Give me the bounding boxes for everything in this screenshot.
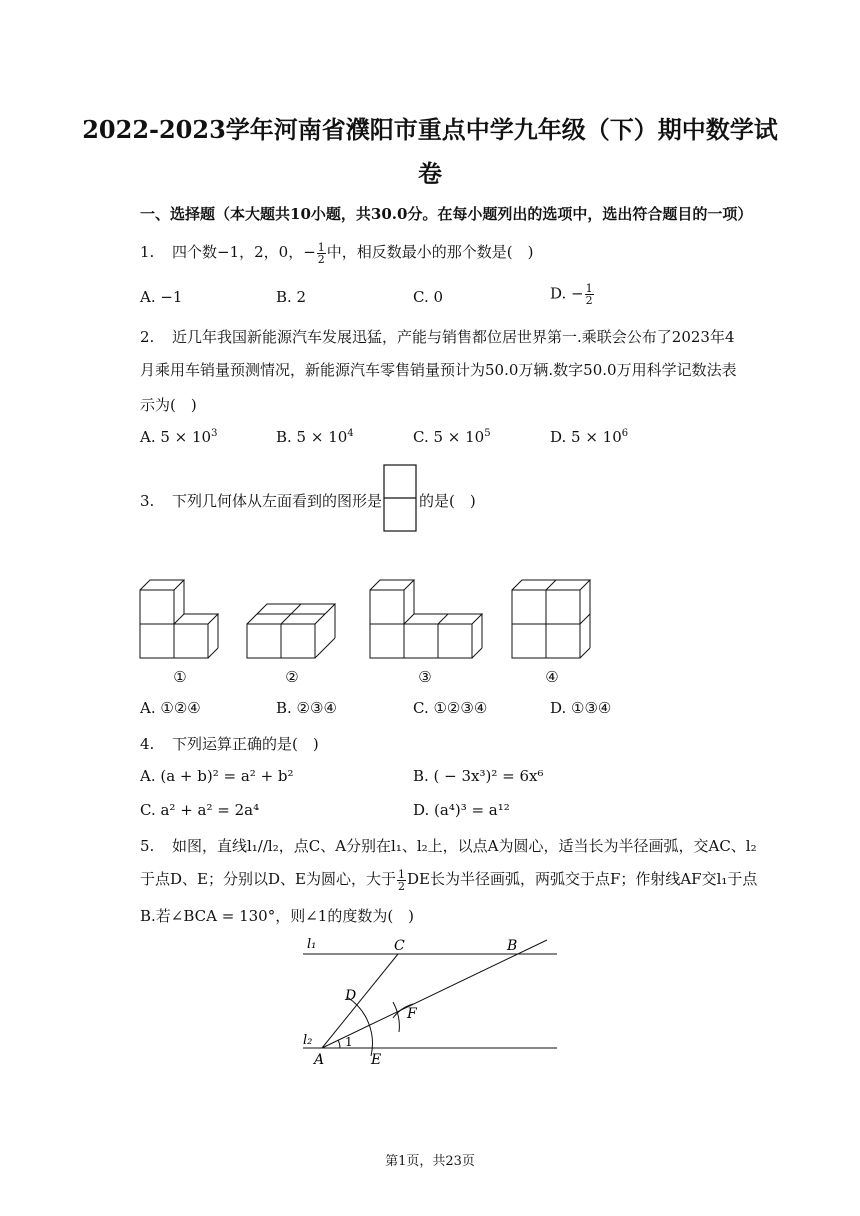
label-angle-1: 1 — [345, 1035, 353, 1049]
option-d[interactable]: D. ①③④ — [550, 699, 612, 717]
figure-caption-2: ② — [285, 668, 299, 686]
label-e: E — [371, 1052, 382, 1068]
option-d[interactable]: D. − $\frac{1}{2}$ — [550, 282, 593, 307]
cube-figure-1 — [140, 580, 218, 658]
question-4: 4. 下列运算正确的是( ) — [140, 735, 319, 753]
cube-figure-2 — [247, 604, 335, 658]
figure-caption-3: ③ — [418, 668, 432, 686]
option-b[interactable]: B. $5 \times 10^4$ — [276, 428, 354, 446]
option-d[interactable]: D. (a⁴)³ = a¹² — [413, 801, 510, 819]
option-b[interactable]: B. ②③④ — [276, 699, 337, 717]
question-5-line-2: 于点D、E；分别以D、E为圆心，大于 $\frac{1}{2}$ DE长为半径画弧，两弧交于点F；作射线AF交l₁于点 — [140, 867, 758, 893]
label-b: B — [507, 938, 518, 954]
cube-figures — [135, 572, 635, 664]
question-number: 4. — [140, 735, 155, 753]
section-heading: 一、选择题（本大题共10小题，共30.0分。在每小题列出的选项中，选出符合题目的一项） — [140, 205, 753, 223]
figure-caption-4: ④ — [545, 668, 559, 686]
option-a[interactable]: A. $5 \times 10^3$ — [140, 428, 218, 446]
segment-ac — [322, 954, 398, 1048]
question-1: 1. 四个数−1，2，0，− $\frac{1}{2}$ 中，相反数最小的那个数是( ) — [140, 240, 534, 266]
label-f: F — [407, 1006, 417, 1022]
cube-figure-3 — [370, 580, 482, 658]
option-d[interactable]: D. $5 \times 10^6$ — [550, 428, 629, 446]
label-a: A — [314, 1052, 325, 1068]
angle-arc — [338, 1040, 340, 1048]
question-number: 3. — [140, 492, 155, 510]
question-number: 2. — [140, 328, 155, 346]
question-number: 1. — [140, 243, 155, 261]
question-number: 5. — [140, 837, 155, 855]
option-b[interactable]: B. 2 — [276, 288, 307, 306]
question-3: 3. 下列几何体从左面看到的图形是 — [140, 492, 383, 510]
question-5-line-3: B.若∠BCA = 130°，则∠1的度数为( ) — [140, 907, 415, 925]
question-2-line-3: 示为( ) — [140, 396, 197, 414]
label-l1: l₁ — [307, 937, 317, 952]
option-a[interactable]: A. (a + b)² = a² + b² — [140, 767, 294, 785]
label-l2: l₂ — [303, 1033, 313, 1048]
question-2: 2. 近几年我国新能源汽车发展迅猛，产能与销售都位居世界第一.乘联会公布了2023年4 — [140, 328, 735, 346]
page-title: 2022-2023学年河南省濮阳市重点中学九年级（下）期中数学试 — [82, 115, 778, 144]
option-a[interactable]: A. −1 — [140, 288, 183, 306]
option-c[interactable]: C. $5 \times 10^5$ — [413, 428, 491, 446]
option-b[interactable]: B. ( − 3x³)² = 6x⁶ — [413, 767, 544, 785]
option-a[interactable]: A. ①②④ — [140, 699, 201, 717]
fraction: $\frac{1}{2}$ — [317, 240, 325, 266]
label-c: C — [394, 938, 405, 954]
left-view-figure — [383, 464, 417, 532]
question-3-tail: 的是( ) — [419, 492, 476, 510]
option-c[interactable]: C. 0 — [413, 288, 444, 306]
question-2-line-2: 月乘用车销量预测情况，新能源汽车零售销量预计为50.0万辆.数字50.0万用科学记数法表 — [140, 361, 737, 379]
question-5: 5. 如图，直线l₁//l₂，点C、A分别在l₁、l₂上，以点A为圆心，适当长为半径画弧，交AC、l₂ — [140, 837, 757, 855]
label-d: D — [345, 988, 357, 1004]
figure-caption-1: ① — [173, 668, 187, 686]
option-c[interactable]: C. ①②③④ — [413, 699, 488, 717]
cube-figure-4 — [512, 580, 590, 658]
option-c[interactable]: C. a² + a² = 2a⁴ — [140, 801, 260, 819]
geometry-figure — [295, 932, 565, 1072]
page-footer: 第1页，共23页 — [385, 1154, 475, 1169]
page-title-continued: 卷 — [418, 159, 442, 188]
